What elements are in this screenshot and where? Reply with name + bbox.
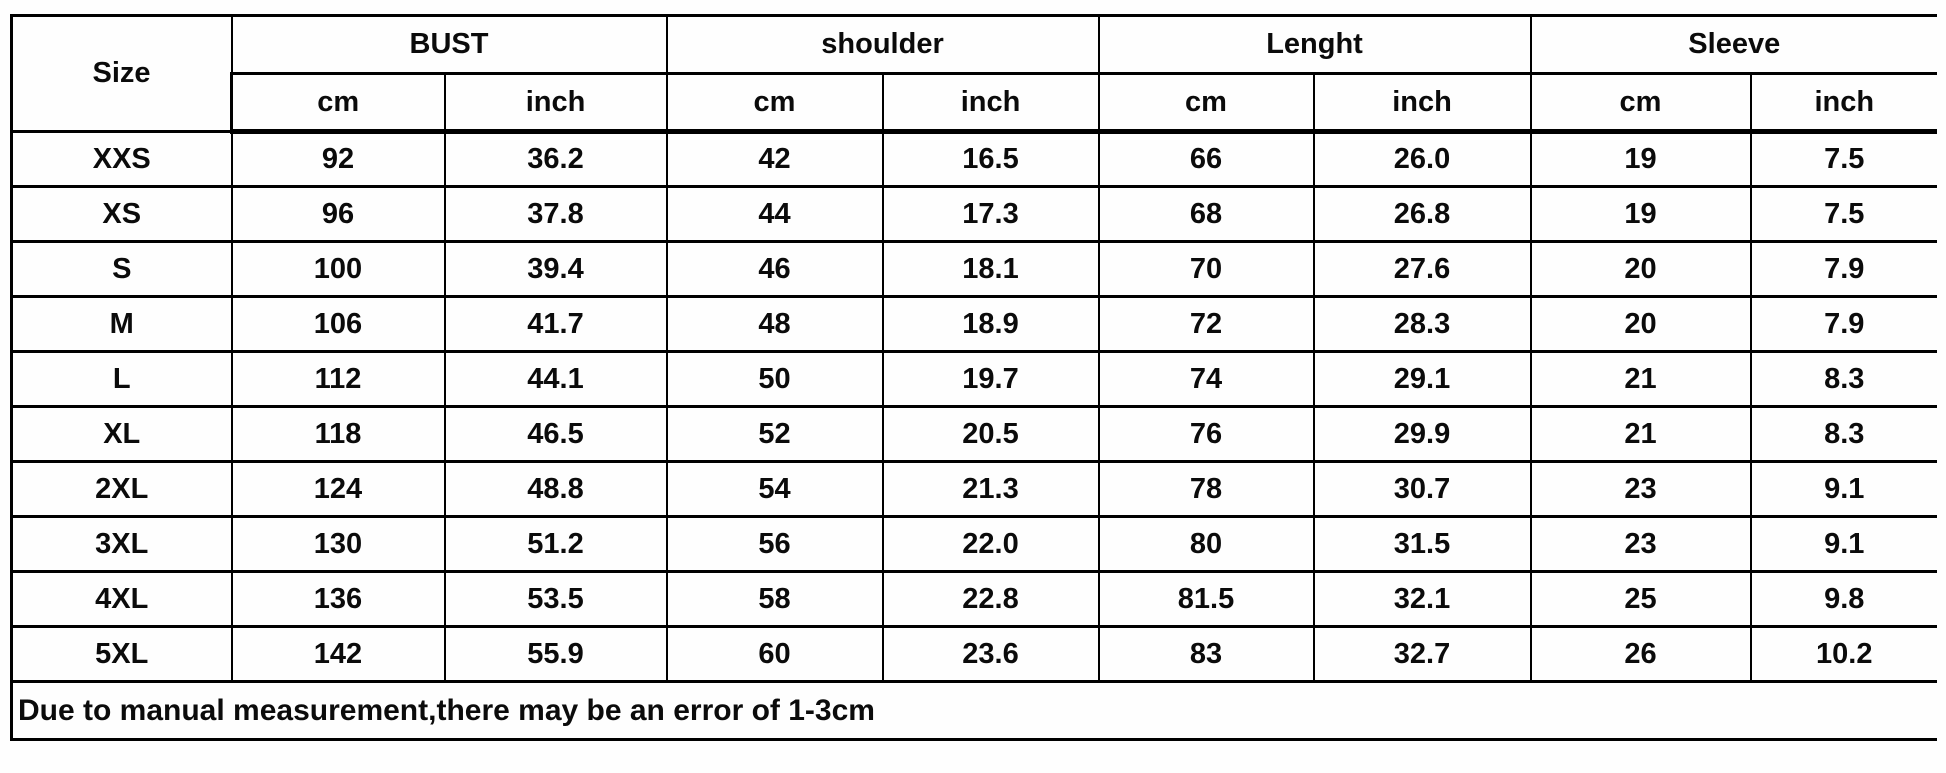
measurement-value: 17.3 [883, 187, 1099, 242]
measurement-value: 130 [232, 517, 445, 572]
table-row [12, 627, 1938, 682]
table-row [12, 132, 1938, 187]
measurement-value: 68 [1099, 187, 1314, 242]
measurement-value: 20 [1531, 242, 1751, 297]
measurement-value: 55.9 [445, 627, 667, 682]
measurement-value: 81.5 [1099, 572, 1314, 627]
measurement-value: 7.9 [1751, 297, 1937, 352]
measurement-value: 9.1 [1751, 462, 1937, 517]
measurement-value: 60 [667, 627, 883, 682]
measurement-value: 80 [1099, 517, 1314, 572]
measurement-value: 92 [232, 132, 445, 187]
measurement-value: 52 [667, 407, 883, 462]
measurement-value: 23.6 [883, 627, 1099, 682]
unit-header-shoulder-cm: cm [667, 74, 883, 132]
measurement-value: 27.6 [1314, 242, 1531, 297]
group-header-shoulder: shoulder [667, 16, 1099, 74]
size-label: 3XL [12, 517, 232, 572]
measurement-value: 46.5 [445, 407, 667, 462]
size-label: L [12, 352, 232, 407]
group-header-sleeve: Sleeve [1531, 16, 1937, 74]
size-label: 5XL [12, 627, 232, 682]
measurement-value: 37.8 [445, 187, 667, 242]
size-label: XS [12, 187, 232, 242]
measurement-value: 25 [1531, 572, 1751, 627]
measurement-value: 54 [667, 462, 883, 517]
measurement-value: 58 [667, 572, 883, 627]
measurement-value: 22.0 [883, 517, 1099, 572]
size-label: XXS [12, 132, 232, 187]
group-header-row [12, 16, 1938, 74]
measurement-value: 42 [667, 132, 883, 187]
group-header-length: Lenght [1099, 16, 1531, 74]
measurement-value: 53.5 [445, 572, 667, 627]
measurement-value: 7.5 [1751, 187, 1937, 242]
measurement-value: 106 [232, 297, 445, 352]
unit-header-length-inch: inch [1314, 74, 1531, 132]
measurement-value: 39.4 [445, 242, 667, 297]
measurement-value: 30.7 [1314, 462, 1531, 517]
measurement-value: 96 [232, 187, 445, 242]
measurement-value: 23 [1531, 462, 1751, 517]
measurement-value: 21 [1531, 407, 1751, 462]
measurement-value: 21 [1531, 352, 1751, 407]
measurement-value: 41.7 [445, 297, 667, 352]
size-chart-table [10, 14, 1937, 741]
measurement-value: 7.9 [1751, 242, 1937, 297]
measurement-value: 23 [1531, 517, 1751, 572]
size-label: S [12, 242, 232, 297]
table-row [12, 462, 1938, 517]
measurement-value: 29.9 [1314, 407, 1531, 462]
measurement-value: 72 [1099, 297, 1314, 352]
measurement-value: 56 [667, 517, 883, 572]
table-row [12, 407, 1938, 462]
measurement-value: 70 [1099, 242, 1314, 297]
measurement-value: 100 [232, 242, 445, 297]
measurement-value: 19.7 [883, 352, 1099, 407]
measurement-value: 7.5 [1751, 132, 1937, 187]
table-row [12, 187, 1938, 242]
measurement-value: 32.7 [1314, 627, 1531, 682]
table-row [12, 242, 1938, 297]
footnote-row [12, 682, 1938, 740]
group-header-bust: BUST [232, 16, 667, 74]
measurement-value: 136 [232, 572, 445, 627]
measurement-value: 74 [1099, 352, 1314, 407]
unit-header-shoulder-inch: inch [883, 74, 1099, 132]
measurement-value: 124 [232, 462, 445, 517]
unit-header-length-cm: cm [1099, 74, 1314, 132]
measurement-value: 76 [1099, 407, 1314, 462]
measurement-value: 26.0 [1314, 132, 1531, 187]
measurement-value: 20 [1531, 297, 1751, 352]
measurement-value: 48.8 [445, 462, 667, 517]
measurement-value: 9.8 [1751, 572, 1937, 627]
measurement-value: 112 [232, 352, 445, 407]
measurement-value: 118 [232, 407, 445, 462]
table-row [12, 352, 1938, 407]
measurement-value: 18.9 [883, 297, 1099, 352]
measurement-value: 51.2 [445, 517, 667, 572]
measurement-value: 8.3 [1751, 352, 1937, 407]
measurement-value: 36.2 [445, 132, 667, 187]
unit-header-bust-cm: cm [232, 74, 445, 132]
measurement-value: 19 [1531, 132, 1751, 187]
measurement-note: Due to manual measurement,there may be an error of 1-3cm [12, 682, 1938, 740]
measurement-value: 32.1 [1314, 572, 1531, 627]
measurement-value: 44 [667, 187, 883, 242]
measurement-value: 19 [1531, 187, 1751, 242]
measurement-value: 44.1 [445, 352, 667, 407]
measurement-value: 46 [667, 242, 883, 297]
measurement-value: 31.5 [1314, 517, 1531, 572]
measurement-value: 29.1 [1314, 352, 1531, 407]
measurement-value: 20.5 [883, 407, 1099, 462]
size-label: 4XL [12, 572, 232, 627]
table-row [12, 517, 1938, 572]
size-label: 2XL [12, 462, 232, 517]
measurement-value: 8.3 [1751, 407, 1937, 462]
measurement-value: 10.2 [1751, 627, 1937, 682]
table-row [12, 297, 1938, 352]
measurement-value: 26 [1531, 627, 1751, 682]
unit-header-row [12, 74, 1938, 132]
size-label: M [12, 297, 232, 352]
measurement-value: 18.1 [883, 242, 1099, 297]
measurement-value: 9.1 [1751, 517, 1937, 572]
measurement-value: 83 [1099, 627, 1314, 682]
measurement-value: 26.8 [1314, 187, 1531, 242]
table-row [12, 572, 1938, 627]
unit-header-bust-inch: inch [445, 74, 667, 132]
unit-header-sleeve-inch: inch [1751, 74, 1937, 132]
unit-header-sleeve-cm: cm [1531, 74, 1751, 132]
measurement-value: 142 [232, 627, 445, 682]
measurement-value: 48 [667, 297, 883, 352]
measurement-value: 78 [1099, 462, 1314, 517]
measurement-value: 22.8 [883, 572, 1099, 627]
measurement-value: 21.3 [883, 462, 1099, 517]
measurement-value: 28.3 [1314, 297, 1531, 352]
measurement-value: 50 [667, 352, 883, 407]
measurement-value: 16.5 [883, 132, 1099, 187]
measurement-value: 66 [1099, 132, 1314, 187]
size-label: XL [12, 407, 232, 462]
size-column-header: Size [12, 16, 232, 132]
